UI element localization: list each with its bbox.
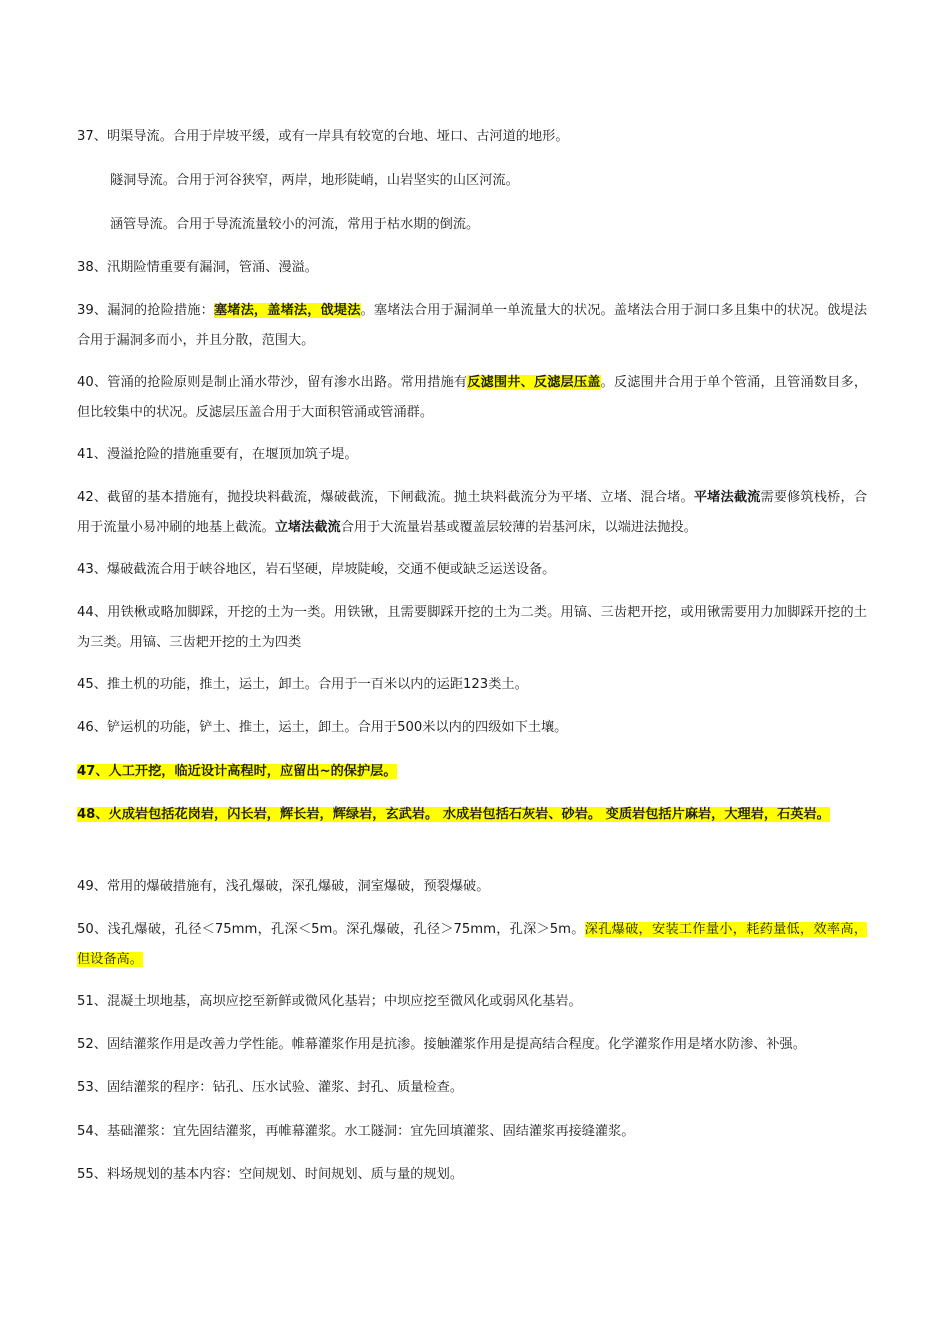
text-span: 需要修筑栈桥，合用于流量小易冲刷的地基上截流。 [77,490,868,535]
paragraph-54 [77,1117,867,1147]
text-span: 46、铲运机的功能，铲土、推土，运土，卸土。合用于500米以内的四级如下土壤。 [77,720,568,735]
text-span: 50、浅孔爆破，孔径＜75mm，孔深＜5m。深孔爆破，孔径＞75mm，孔深＞5m。 [77,922,585,937]
text-span: 52、固结灌浆作用是改善力学性能。帷幕灌浆作用是抗渗。接触灌浆作用是提高结合程度。化学灌浆作用是堵水防渗、补强。 [77,1037,806,1052]
paragraph-42 [77,483,867,543]
paragraph-40 [77,368,867,428]
paragraph-37-culvert [110,210,867,240]
highlighted-bold-text-span: 48、火成岩包括花岗岩，闪长岩，辉长岩，辉绿岩，玄武岩。 水成岩包括石灰岩、砂岩。 变质岩包括片麻岩，大理岩，石英岩。 [77,807,830,822]
paragraph-52 [77,1030,867,1060]
text-span: 43、爆破截流合用于峡谷地区，岩石坚硬，岸坡陡峻，交通不便或缺乏运送设备。 [77,562,556,577]
paragraph-45 [77,670,867,700]
highlighted-text-span: 深孔爆破，安装工作量小，耗药量低，效率高，但设备高。 [77,922,868,967]
text-span: 42、截留的基本措施有，抛投块料截流，爆破截流，下闸截流。抛土块料截流分为平堵、立堵、混合堵。 [77,490,694,505]
text-span: 54、基础灌浆：宜先固结灌浆，再帷幕灌浆。水工隧洞：宜先回填灌浆、固结灌浆再接缝灌浆。 [77,1124,635,1139]
paragraph-47 [77,757,867,787]
paragraph-49 [77,872,867,902]
paragraph-38 [77,253,867,283]
text-span: 37、明渠导流。合用于岸坡平缓，或有一岸具有较宽的台地、垭口、古河道的地形。 [77,129,569,144]
text-span: 51、混凝土坝地基，高坝应挖至新鲜或微风化基岩；中坝应挖至微风化或弱风化基岩。 [77,994,582,1009]
paragraph-37-tunnel [110,166,867,196]
paragraph-39 [77,296,867,356]
paragraph-53 [77,1073,867,1103]
paragraph-44 [77,598,867,658]
paragraph-48 [77,800,867,830]
paragraph-55 [77,1160,867,1190]
text-span: 53、固结灌浆的程序：钻孔、压水试验、灌浆、封孔、质量检查。 [77,1080,464,1095]
text-span: 49、常用的爆破措施有，浅孔爆破，深孔爆破，洞室爆破，预裂爆破。 [77,879,490,894]
text-span: 40、管涌的抢险原则是制止涌水带沙，留有渗水出路。常用措施有 [77,375,468,390]
text-span: 隧洞导流。合用于河谷狭窄，两岸，地形陡峭，山岩坚实的山区河流。 [110,173,519,188]
paragraph-37 [77,122,867,152]
paragraph-51 [77,987,867,1017]
text-span: 38、汛期险情重要有漏洞，管涌、漫溢。 [77,260,318,275]
paragraph-41 [77,440,867,470]
text-span: 45、推土机的功能，推土，运土，卸土。合用于一百米以内的运距123类土。 [77,677,528,692]
text-span: 。塞堵法合用于漏洞单一单流量大的状况。盖堵法合用于洞口多且集中的状况。戗堤法合用于漏洞多而小，并且分散，范围大。 [77,303,868,348]
text-span: 55、料场规划的基本内容：空间规划、时间规划、质与量的规划。 [77,1167,464,1182]
paragraph-43 [77,555,867,585]
text-span: 39、漏洞的抢险措施： [77,303,214,318]
bold-text-span: 平堵法截流 [693,490,761,505]
text-span: 。反滤围井合用于单个管涌，且管涌数目多，但比较集中的状况。反滤层压盖合用于大面积管涌或管涌群。 [77,375,868,420]
highlighted-bold-text-span: 反滤围井、反滤层压盖 [467,375,601,390]
text-span: 合用于大流量岩基或覆盖层较薄的岩基河床，以端进法抛投。 [340,520,697,535]
text-span: 44、用铁楸或略加脚踩，开挖的土为一类。用铁锹，且需要脚踩开挖的土为二类。用镐、三齿耙开挖，或用锹需要用力加脚踩开挖的土为三类。用镐、三齿耙开挖的土为四类 [77,605,867,650]
paragraph-46 [77,713,867,743]
highlighted-bold-text-span: 47、人工开挖，临近设计高程时，应留出~的保护层。 [77,764,397,779]
highlighted-bold-text-span: 塞堵法，盖堵法，戗堤法 [213,303,361,318]
paragraph-50 [77,915,867,975]
bold-text-span: 立堵法截流 [274,520,341,535]
text-span: 41、漫溢抢险的措施重要有，在堰顶加筑子堤。 [77,447,358,462]
text-span: 涵管导流。合用于导流流量较小的河流，常用于枯水期的倒流。 [110,217,480,232]
